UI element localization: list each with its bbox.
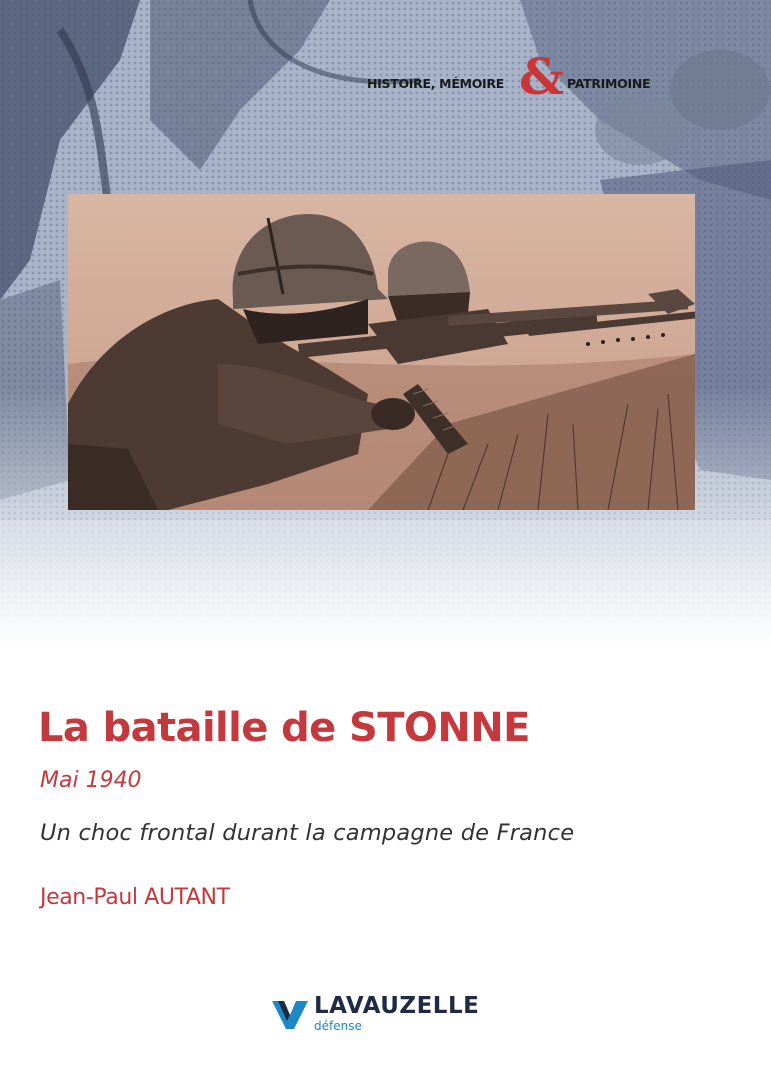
series-word-histoire-memoire: HISTOIRE, MÉMOIRE	[367, 76, 504, 91]
soldiers-photo	[68, 194, 695, 510]
book-subtitle: Un choc frontal durant la campagne de France	[40, 820, 575, 846]
book-author: Jean-Paul AUTANT	[40, 885, 230, 910]
lavauzelle-v-icon	[272, 997, 308, 1031]
publisher-logo	[272, 993, 512, 1043]
series-ampersand: &	[519, 47, 565, 106]
publisher-imprint: défense	[314, 1019, 362, 1033]
book-date: Mai 1940	[40, 768, 142, 793]
book-title: La bataille de STONNE	[38, 705, 530, 751]
series-logo	[367, 47, 677, 106]
series-word-patrimoine: PATRIMOINE	[567, 76, 651, 91]
publisher-name: LAVAUZELLE	[314, 993, 480, 1019]
